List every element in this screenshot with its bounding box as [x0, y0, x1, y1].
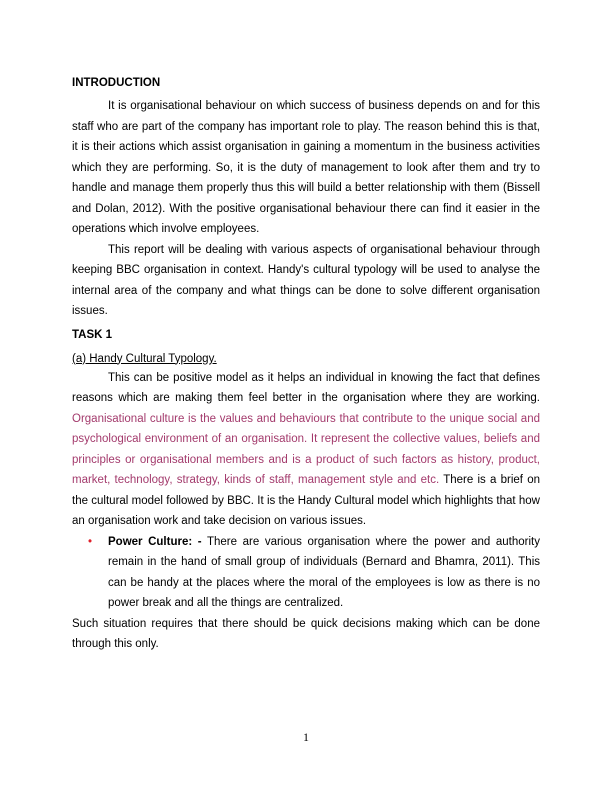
bullet-item-power-culture: [72, 532, 540, 614]
introduction-heading: INTRODUCTION: [72, 77, 161, 89]
task1-paragraph-end: There is a brief on the cultural model followed by BBC. It is the Handy Cultural model which highlights that how an organisation work and take decision on various issues.: [72, 474, 540, 527]
bullet-title: Power Culture: -: [108, 535, 202, 548]
task1-subheading: (a) Handy Cultural Typology.: [72, 352, 217, 365]
introduction-paragraph-2: This report will be dealing with various aspects of organisational behaviour through keeping BBC organisation in context. Handy's cultural typology will be used to analyse the internal area of the company and what things can be done to solve different organisation issues.: [72, 243, 540, 317]
page-number: 1: [303, 730, 309, 744]
task1-paragraph: [72, 368, 540, 532]
bullet-icon: •: [88, 535, 93, 548]
task1-paragraph-start: This can be positive model as it helps an individual in knowing the fact that defines reasons which are making them feel better in the organisation where they are working.: [72, 371, 540, 404]
task1-closing-paragraph: Such situation requires that there should be quick decisions making which can be done through this only.: [72, 617, 540, 650]
task1-heading: TASK 1: [72, 328, 113, 341]
task1-paragraph-highlight: Organisational culture is the values and behaviours that contribute to the unique social and psychological environment of an organisation. It represent the collective values, beliefs and principles or organisational members and is a product of such factors as history, product, market, technology, strategy, kinds of staff, management style and etc.: [72, 412, 540, 486]
bullet-text: There are various organisation where the power and authority remain in the hand of small group of individuals (Bernard and Bhamra, 2011). This can be handy at the places where the moral of the employees is low as there is no power break and all the things are centralized.: [108, 535, 540, 609]
introduction-paragraph-1: It is organisational behaviour on which success of business depends on and for this staff who are part of the company has important role to play. The reason behind this is that, it is their actions which assist organisation in gaining a momentum in the business activities which they are performing. So, it is the duty of management to look after them and try to handle and manage them properly thus this will build a better relationship with them (Bissell and Dolan, 2012). With the positive organisational behaviour there can find it easier in the operations which involve employees.: [72, 100, 540, 235]
document-page: [72, 76, 540, 655]
